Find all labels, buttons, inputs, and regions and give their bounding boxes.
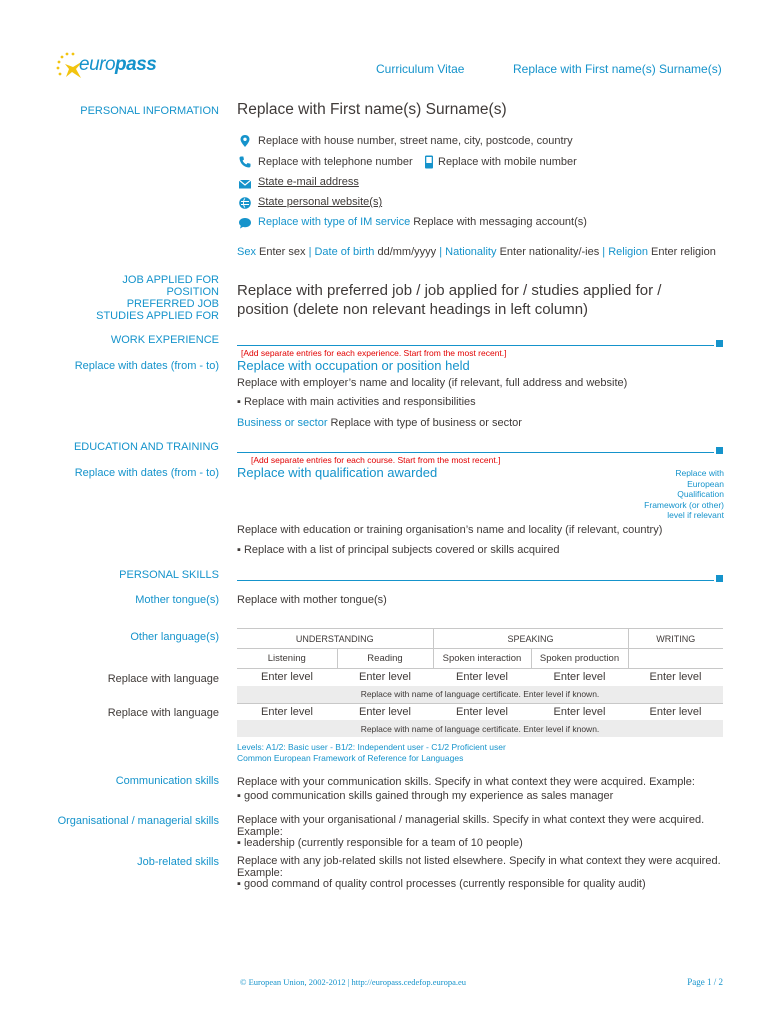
level-cell: Enter level — [337, 669, 433, 686]
eqf-line-5: level if relevant — [667, 510, 724, 520]
telephone-icon — [238, 155, 252, 169]
table-row — [237, 703, 723, 720]
eqf-line-1: Replace with — [675, 468, 724, 478]
education-divider-square — [716, 447, 723, 454]
level-cell: Enter level — [237, 703, 337, 720]
logo-text-pass: pass — [115, 54, 157, 75]
work-divider-square — [716, 340, 723, 347]
certificate-cell: Replace with name of language certificate. Enter level if known. — [237, 720, 723, 737]
footer-copyright: © European Union, 2002-2012 | http://europass.cedefop.europa.eu — [240, 977, 467, 987]
education-subjects: ▪ Replace with a list of principal subjects covered or skills acquired — [237, 544, 560, 556]
header-name: Replace with First name(s) Surname(s) — [513, 62, 722, 76]
table-row — [237, 669, 723, 686]
section-label-personal-skills: PERSONAL SKILLS — [119, 569, 219, 581]
job-label-3: PREFERRED JOB — [126, 298, 219, 310]
location-pin-icon — [238, 134, 252, 148]
job-text-2: position (delete non relevant headings in left column) — [237, 301, 589, 318]
website-icon — [238, 196, 252, 210]
work-employer: Replace with employer’s name and locality (if relevant, full address and website) — [237, 377, 628, 389]
levels-note — [237, 742, 506, 763]
full-name: Replace with First name(s) Surname(s) — [237, 101, 507, 118]
job-related-skills-text — [237, 856, 721, 891]
organisational-skills-text — [237, 815, 704, 850]
education-divider — [237, 452, 714, 453]
job-label-1: JOB APPLIED FOR — [122, 274, 219, 286]
organisational-skills-label: Organisational / managerial skills — [57, 815, 219, 827]
work-note: [Add separate entries for each experience. Start from the most recent.] — [241, 348, 507, 358]
work-activities: ▪ Replace with main activities and responsibilities — [237, 396, 476, 408]
organisational-line-2: Example: — [237, 825, 283, 838]
dob-value: dd/mm/yyyy — [377, 246, 437, 258]
work-sector-label: Business or sector — [237, 417, 328, 429]
email-icon — [238, 177, 252, 191]
work-sector-value: Replace with type of business or sector — [330, 417, 522, 429]
email-link[interactable]: State e-mail address — [258, 176, 359, 188]
skills-divider — [237, 580, 714, 581]
education-qualification: Replace with qualification awarded — [237, 465, 438, 480]
communication-line-1: Replace with your communication skills. Specify in what context they were acquired. Example: — [237, 776, 695, 788]
organisational-line-1: Replace with your organisational / managerial skills. Specify in what context they were acquired. — [237, 814, 705, 826]
mobile-icon — [424, 155, 434, 169]
section-label-education: EDUCATION AND TRAINING — [73, 441, 219, 453]
header-speaking: SPEAKING — [433, 629, 628, 649]
religion-label: | Religion — [602, 246, 648, 258]
section-label-job-applied-for — [30, 274, 219, 322]
nationality-value: Enter nationality/-ies — [499, 246, 600, 258]
work-divider — [237, 345, 714, 346]
mother-tongue-label: Mother tongue(s) — [135, 594, 219, 606]
im-accounts: Replace with messaging account(s) — [413, 216, 587, 228]
level-cell: Enter level — [337, 703, 433, 720]
job-text-1: Replace with preferred job / job applied for / studies applied for / — [237, 282, 662, 299]
im-type: Replace with type of IM service — [258, 216, 411, 228]
job-related-line-1: Replace with any job-related skills not listed elsewhere. Specify in what context they were acquired. — [237, 855, 721, 867]
eqf-line-4: Framework (or other) — [644, 499, 724, 510]
certificate-cell: Replace with name of language certificate. Enter level if known. — [237, 686, 723, 703]
language-1-name: Replace with language — [107, 673, 219, 685]
education-organisation: Replace with education or training organisation’s name and locality (if relevant, country) — [237, 524, 663, 536]
website-link[interactable]: State personal website(s) — [258, 196, 383, 208]
subheader-listening: Listening — [237, 649, 337, 669]
job-related-skills-label: Job-related skills — [137, 856, 219, 868]
job-label-4: STUDIES APPLIED FOR — [96, 310, 219, 322]
skills-divider-square — [716, 575, 723, 582]
address: Replace with house number, street name, city, postcode, country — [258, 135, 573, 147]
organisational-line-3: ▪ leadership (currently responsible for a team of 10 people) — [237, 837, 523, 849]
logo-text-euro: euro — [79, 54, 116, 75]
header-writing: WRITING — [628, 629, 723, 649]
level-cell: Enter level — [433, 669, 531, 686]
other-languages-label: Other language(s) — [130, 631, 219, 643]
im-line — [258, 216, 587, 229]
table-row — [237, 720, 723, 737]
europass-logo — [55, 50, 165, 84]
communication-line-2: ▪ good communication skills gained through my experience as sales manager — [237, 790, 614, 802]
level-cell: Enter level — [433, 703, 531, 720]
dob-label: | Date of birth — [308, 246, 375, 258]
levels-note-1: Levels: A1/2: Basic user - B1/2: Independent user - C1/2 Proficient user — [237, 742, 506, 752]
education-note: [Add separate entries for each course. Start from the most recent.] — [251, 455, 501, 465]
nationality-label: | Nationality — [439, 246, 497, 258]
section-label-personal-information: PERSONAL INFORMATION — [80, 105, 219, 117]
religion-value: Enter religion — [651, 246, 716, 258]
subheader-reading: Reading — [337, 649, 433, 669]
eqf-level — [600, 468, 724, 521]
language-table-subheader — [237, 649, 723, 669]
language-table-header — [237, 629, 723, 649]
section-label-work-experience: WORK EXPERIENCE — [110, 334, 219, 346]
eqf-line-2: European — [687, 478, 724, 489]
job-label-2: POSITION — [166, 286, 219, 298]
mother-tongue-value: Replace with mother tongue(s) — [237, 594, 387, 606]
subheader-spoken-interaction: Spoken interaction — [433, 649, 531, 669]
work-sector-line — [237, 417, 522, 430]
level-cell: Enter level — [531, 703, 628, 720]
doc-title: Curriculum Vitae — [376, 62, 465, 76]
job-related-line-2: Example: — [237, 866, 283, 879]
job-related-line-3: ▪ good command of quality control processes (currently responsible for quality audit) — [237, 878, 646, 890]
header-understanding: UNDERSTANDING — [237, 629, 433, 649]
levels-note-2: Common European Framework of Reference for Languages — [237, 752, 464, 763]
chat-icon — [238, 216, 252, 230]
personal-details-line — [237, 246, 716, 259]
footer-page-number: Page 1 / 2 — [687, 977, 723, 987]
job-applied-text — [237, 281, 661, 319]
language-2-name: Replace with language — [107, 707, 219, 719]
work-position: Replace with occupation or position held — [237, 358, 470, 373]
sex-value: Enter sex — [259, 246, 306, 258]
subheader-spoken-production: Spoken production — [531, 649, 628, 669]
communication-skills-text — [237, 775, 695, 803]
level-cell: Enter level — [628, 669, 723, 686]
mobile: Replace with mobile number — [438, 156, 577, 168]
communication-skills-label: Communication skills — [115, 775, 219, 787]
table-row — [237, 686, 723, 703]
education-dates: Replace with dates (from - to) — [74, 467, 219, 479]
language-table — [237, 628, 723, 737]
level-cell: Enter level — [237, 669, 337, 686]
subheader-writing-empty — [628, 649, 723, 669]
level-cell: Enter level — [628, 703, 723, 720]
telephone: Replace with telephone number — [258, 156, 413, 168]
eqf-line-3: Qualification — [677, 489, 724, 499]
work-dates: Replace with dates (from - to) — [74, 360, 219, 372]
level-cell: Enter level — [531, 669, 628, 686]
sex-label: Sex — [237, 246, 256, 258]
